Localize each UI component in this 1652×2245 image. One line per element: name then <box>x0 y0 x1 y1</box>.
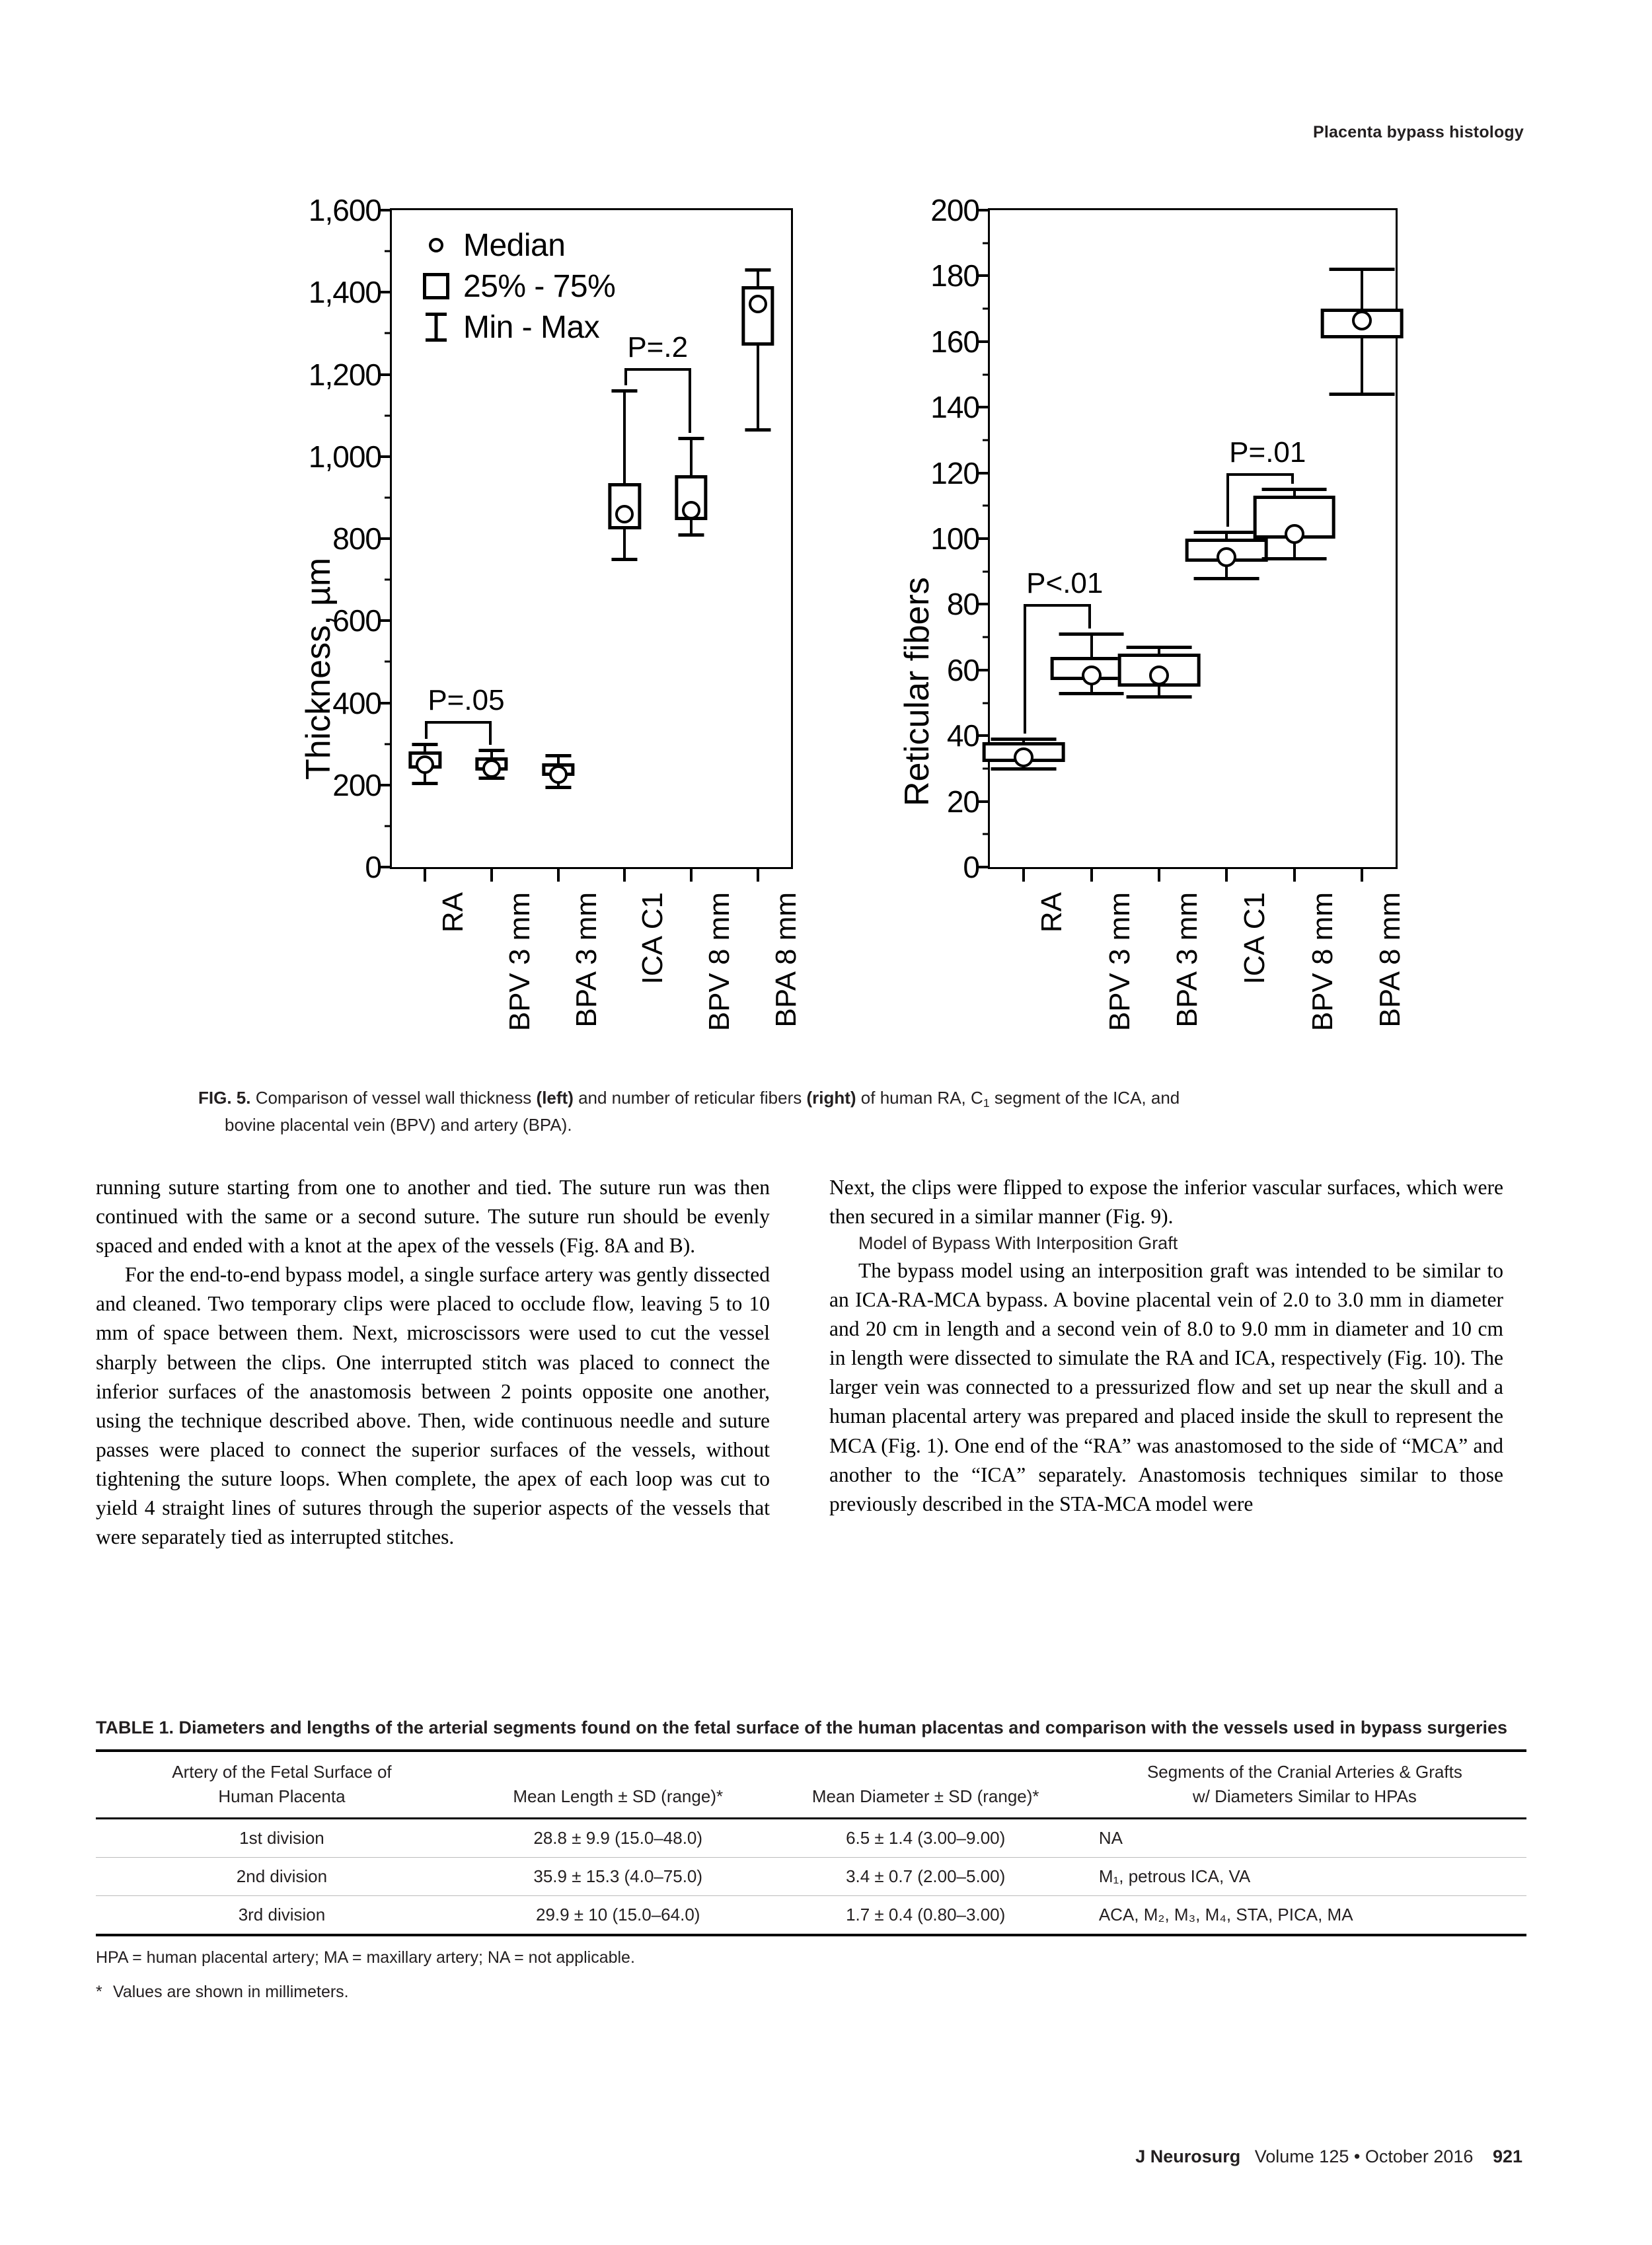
y-tick-label: 120 <box>930 455 979 490</box>
y-tick <box>380 619 392 622</box>
footer-journal: J Neurosurg <box>1135 2147 1241 2166</box>
box-plot-ra <box>402 210 447 867</box>
x-tick <box>1022 867 1025 882</box>
bracket-leg <box>489 721 492 744</box>
y-tick-label: 400 <box>332 685 381 720</box>
paragraph-left-1: running suture starting from one to another and tied. The suture run was then continued with the same or a second suture. The suture run should be evenly spaced and ended with a knot at the apex of the vessels (Fig. 8A and B). <box>96 1176 770 1258</box>
box-plot-bpa-3-mm <box>536 210 581 867</box>
table-title <box>96 1715 1526 1740</box>
whisker-cap-min <box>745 428 770 432</box>
col-header-artery-l1: Artery of the Fetal Surface of <box>172 1762 392 1782</box>
figure-caption-line2: bovine placental vein (BPV) and artery (BPA). <box>225 1114 572 1135</box>
paragraph-left-2: For the end-to-end bypass model, a single surface artery was gently dissected and cleaned. Two temporary clips were placed to occlude flow, leaving 5 to 10 mm of space between them. Next, microscissors were used to cut the vessel sharply between the clips. One interrupted stitch was placed to connect the inferior surfaces of the anastomosis between 2 points opposite one another, using the technique described above. Then, wide continuous needle and suture passes were placed to connect the superior surfaces of the vessels, without tightening the suture loops. When complete, the apex of each loop was cut to yield 4 straight lines of sutures through the superior aspects of the vessels that were separately tied as interrupted stitches. <box>96 1263 770 1549</box>
x-category-label: BPV 8 mm <box>1306 892 1339 1032</box>
cell-length: 35.9 ± 15.3 (4.0–75.0) <box>468 1858 769 1896</box>
y-tick-label: 140 <box>930 390 979 425</box>
paragraph-right-1: Next, the clips were flipped to expose the inferior vascular surfaces, which were then secured in a similar manner (Fig. 9). <box>829 1176 1503 1229</box>
x-category-label: ICA C1 <box>636 892 669 985</box>
y-minor-tick <box>385 414 392 416</box>
figure-caption-label: FIG. 5. <box>198 1088 251 1108</box>
y-tick-label: 200 <box>930 193 979 227</box>
x-category-label: BPV 8 mm <box>703 892 735 1032</box>
x-category-label: BPA 3 mm <box>1170 892 1203 1028</box>
bracket-bar <box>1226 473 1294 476</box>
x-category-label: ICA C1 <box>1238 892 1271 985</box>
y-tick-label: 0 <box>963 850 979 884</box>
figure-caption-p4: segment of the ICA, and <box>989 1088 1180 1108</box>
bracket-leg <box>1226 473 1229 527</box>
y-tick-label: 1,200 <box>308 357 381 392</box>
figure-caption-sub: 1 <box>983 1096 990 1110</box>
figure-caption-p3: of human RA, C <box>856 1088 983 1108</box>
cell-length: 28.8 ± 9.9 (15.0–48.0) <box>468 1819 769 1858</box>
y-tick-label: 180 <box>930 258 979 293</box>
whisker-line <box>623 391 626 559</box>
x-category-label: BPA 3 mm <box>570 892 603 1028</box>
x-category-label: BPV 3 mm <box>1103 892 1136 1032</box>
cell-segments: ACA, M₂, M₃, M₄, STA, PICA, MA <box>1083 1896 1526 1936</box>
median-marker <box>682 501 700 519</box>
x-tick <box>1090 867 1093 882</box>
median-marker <box>1149 666 1169 685</box>
cell-artery: 1st division <box>96 1819 468 1858</box>
y-minor-tick <box>385 332 392 334</box>
col-header-segments <box>1083 1751 1526 1818</box>
cell-artery: 2nd division <box>96 1858 468 1896</box>
whisker-cap-max <box>745 268 770 272</box>
p-value-label: P=.01 <box>1229 436 1306 469</box>
running-head: Placenta bypass histology <box>1313 123 1524 141</box>
legend-label-median: Median <box>463 227 566 263</box>
y-tick-label: 1,400 <box>308 275 381 310</box>
table-footnote-star <box>96 1980 1526 2005</box>
y-minor-tick <box>385 825 392 827</box>
x-tick <box>1158 867 1160 882</box>
y-tick-label: 0 <box>365 850 381 884</box>
table-row <box>96 1858 1526 1896</box>
x-category-label: BPV 3 mm <box>504 892 536 1032</box>
bracket-leg <box>624 368 627 385</box>
figure-caption-p2: and number of reticular fibers <box>573 1088 807 1108</box>
whisker-cap-min <box>1329 393 1394 396</box>
footer-page-number: 921 <box>1492 2147 1522 2166</box>
bracket-bar <box>624 368 691 371</box>
y-minor-tick <box>385 661 392 663</box>
x-tick <box>557 867 560 882</box>
median-marker <box>1014 747 1033 767</box>
footnote-star-text: Values are shown in millimeters. <box>113 1982 349 2001</box>
table-body <box>96 1819 1526 1936</box>
col-header-diameter: Mean Diameter ± SD (range)* <box>769 1751 1083 1818</box>
table-header <box>96 1751 1526 1818</box>
y-tick-label: 600 <box>332 603 381 638</box>
cell-diameter: 3.4 ± 0.7 (2.00–5.00) <box>769 1858 1083 1896</box>
table-title-line1: TABLE 1. Diameters and lengths of the arterial segments found on the fetal surface of the human placentas and comparison with the <box>96 1718 1219 1737</box>
y-minor-tick <box>385 743 392 745</box>
y-tick-label: 100 <box>930 521 979 556</box>
x-category-label: RA <box>1035 892 1069 933</box>
table-row <box>96 1896 1526 1936</box>
chart-thickness <box>299 185 925 1051</box>
y-tick <box>380 702 392 704</box>
figure-5 <box>165 185 1500 1051</box>
y-tick <box>380 537 392 540</box>
y-tick <box>380 784 392 786</box>
figure-caption-left: (left) <box>536 1088 574 1108</box>
y-tick <box>380 866 392 868</box>
figure-caption-right: (right) <box>806 1088 856 1108</box>
median-marker <box>749 295 767 313</box>
x-tick <box>623 867 626 882</box>
y-minor-tick <box>385 496 392 498</box>
x-tick <box>757 867 759 882</box>
x-tick <box>424 867 426 882</box>
figure-caption <box>198 1085 1474 1138</box>
x-tick <box>1225 867 1228 882</box>
figure-caption-p1: Comparison of vessel wall thickness <box>250 1088 537 1108</box>
col-header-artery-l2: Human Placenta <box>218 1786 346 1806</box>
table-1 <box>96 1749 1526 1936</box>
x-tick <box>490 867 493 882</box>
y-tick-label: 800 <box>332 521 381 556</box>
median-marker <box>615 505 634 523</box>
y-tick-label: 1,000 <box>308 439 381 474</box>
x-tick <box>1361 867 1363 882</box>
box-plot-ica-c1 <box>602 210 647 867</box>
median-marker <box>416 755 434 774</box>
x-tick <box>690 867 693 882</box>
section-heading-interposition-graft: Model of Bypass With Interposition Graft <box>858 1233 1178 1254</box>
whisker-cap-max <box>612 389 638 393</box>
whisker-cap-max <box>1329 268 1394 271</box>
p-value-label: P=.2 <box>627 331 689 364</box>
y-tick-label: 200 <box>332 767 381 802</box>
bracket-leg <box>1291 473 1294 484</box>
whisker-cap-min <box>545 786 571 789</box>
y-tick-label: 20 <box>946 784 979 819</box>
table-1-wrapper <box>96 1715 1526 2004</box>
cell-segments: M₁, petrous ICA, VA <box>1083 1858 1526 1896</box>
y-tick-label: 80 <box>946 587 979 622</box>
y-tick <box>380 373 392 376</box>
whisker-cap-max <box>412 743 438 746</box>
cell-length: 29.9 ± 10 (15.0–64.0) <box>468 1896 769 1936</box>
table-row <box>96 1819 1526 1858</box>
y-tick <box>380 291 392 293</box>
p-value-label: P<.01 <box>1026 567 1104 600</box>
legend-label-iqr: 25% - 75% <box>463 268 616 304</box>
median-marker <box>1217 547 1236 567</box>
y-axis-title-thickness: Thickness, µm <box>299 557 338 780</box>
plot-area-reticular <box>930 193 1406 1032</box>
page-footer <box>1135 2147 1522 2167</box>
bracket-leg <box>689 368 691 433</box>
p-value-label: P=.05 <box>428 684 505 717</box>
whisker-cap-min <box>412 782 438 785</box>
y-tick <box>380 455 392 458</box>
y-minor-tick <box>385 250 392 252</box>
bracket-leg <box>1088 604 1091 628</box>
whisker-cap-max <box>478 749 504 752</box>
bracket-leg <box>425 721 428 738</box>
bracket-leg <box>1024 604 1026 734</box>
col-header-segments-l1: Segments of the Cranial Arteries & Grafts <box>1146 1762 1462 1782</box>
cell-diameter: 1.7 ± 0.4 (0.80–3.00) <box>769 1896 1083 1936</box>
y-minor-tick <box>385 579 392 581</box>
paragraph-right-2: The bypass model using an interposition graft was intended to be similar to an ICA-RA-MCA bypass. A bovine placental vein of 2.0 to 3.0 mm in diameter and 20 cm in length and a second vein of 8.0 to 9.0 mm in diameter and 10 cm in length were dissected to simulate the RA and ICA, respectively (Fig. 10). The larger vein was connected to a pressurized flow and set up near the skull and a human placental artery was prepared and placed inside the skull to represent the MCA (Fig. 1). One end of the “RA” was anastomosed to the side of “MCA” and another to the “ICA” separately. Anastomosis techniques similar to those previously described in the STA-MCA model were <box>829 1258 1503 1515</box>
bracket-bar <box>1024 604 1091 607</box>
box-plot-bpa-8-mm <box>1305 210 1419 867</box>
footer-issue: Volume 125 • October 2016 <box>1254 2147 1474 2166</box>
table-title-line2: vessels used in bypass surgeries <box>1223 1718 1508 1737</box>
table-header-row <box>96 1751 1526 1818</box>
whisker-cap-max <box>545 754 571 757</box>
y-tick-label: 160 <box>930 324 979 359</box>
chart-reticular-fibers <box>899 185 1520 1051</box>
y-axis-title-reticular: Reticular fibers <box>898 577 936 806</box>
col-header-segments-l2: w/ Diameters Similar to HPAs <box>1192 1786 1417 1806</box>
y-tick <box>380 209 392 211</box>
x-tick <box>1293 867 1296 882</box>
median-marker <box>482 759 501 778</box>
bracket-bar <box>425 721 492 724</box>
median-marker <box>1285 524 1304 544</box>
box-plot-bpv-3-mm <box>469 210 514 867</box>
box-plot-bpa-8-mm <box>735 210 780 867</box>
x-category-label: RA <box>437 892 470 933</box>
col-header-length: Mean Length ± SD (range)* <box>468 1751 769 1818</box>
footnote-star-marker: * <box>96 1982 102 2001</box>
x-category-label: BPA 8 mm <box>1373 892 1406 1028</box>
legend-label-minmax: Min - Max <box>463 309 600 345</box>
whisker-cap-min <box>612 558 638 561</box>
cell-diameter: 6.5 ± 1.4 (3.00–9.00) <box>769 1819 1083 1858</box>
y-tick-label: 60 <box>946 652 979 687</box>
cell-artery: 3rd division <box>96 1896 468 1936</box>
median-marker <box>1352 311 1372 330</box>
box-plot-bpv-8-mm <box>669 210 714 867</box>
table-footnote-abbrev: HPA = human placental artery; MA = maxillary artery; NA = not applicable. <box>96 1948 635 1967</box>
whisker-cap-max <box>678 437 704 440</box>
x-category-label: BPA 8 mm <box>769 892 802 1028</box>
median-marker <box>549 765 568 784</box>
y-tick-label: 40 <box>946 718 979 753</box>
col-header-artery <box>96 1751 468 1818</box>
body-column-left <box>96 1173 770 1552</box>
cell-segments: NA <box>1083 1819 1526 1858</box>
whisker-cap-min <box>678 533 704 537</box>
median-marker <box>1082 666 1102 685</box>
y-tick-label: 1,600 <box>308 193 381 227</box>
body-column-right <box>829 1173 1503 1519</box>
